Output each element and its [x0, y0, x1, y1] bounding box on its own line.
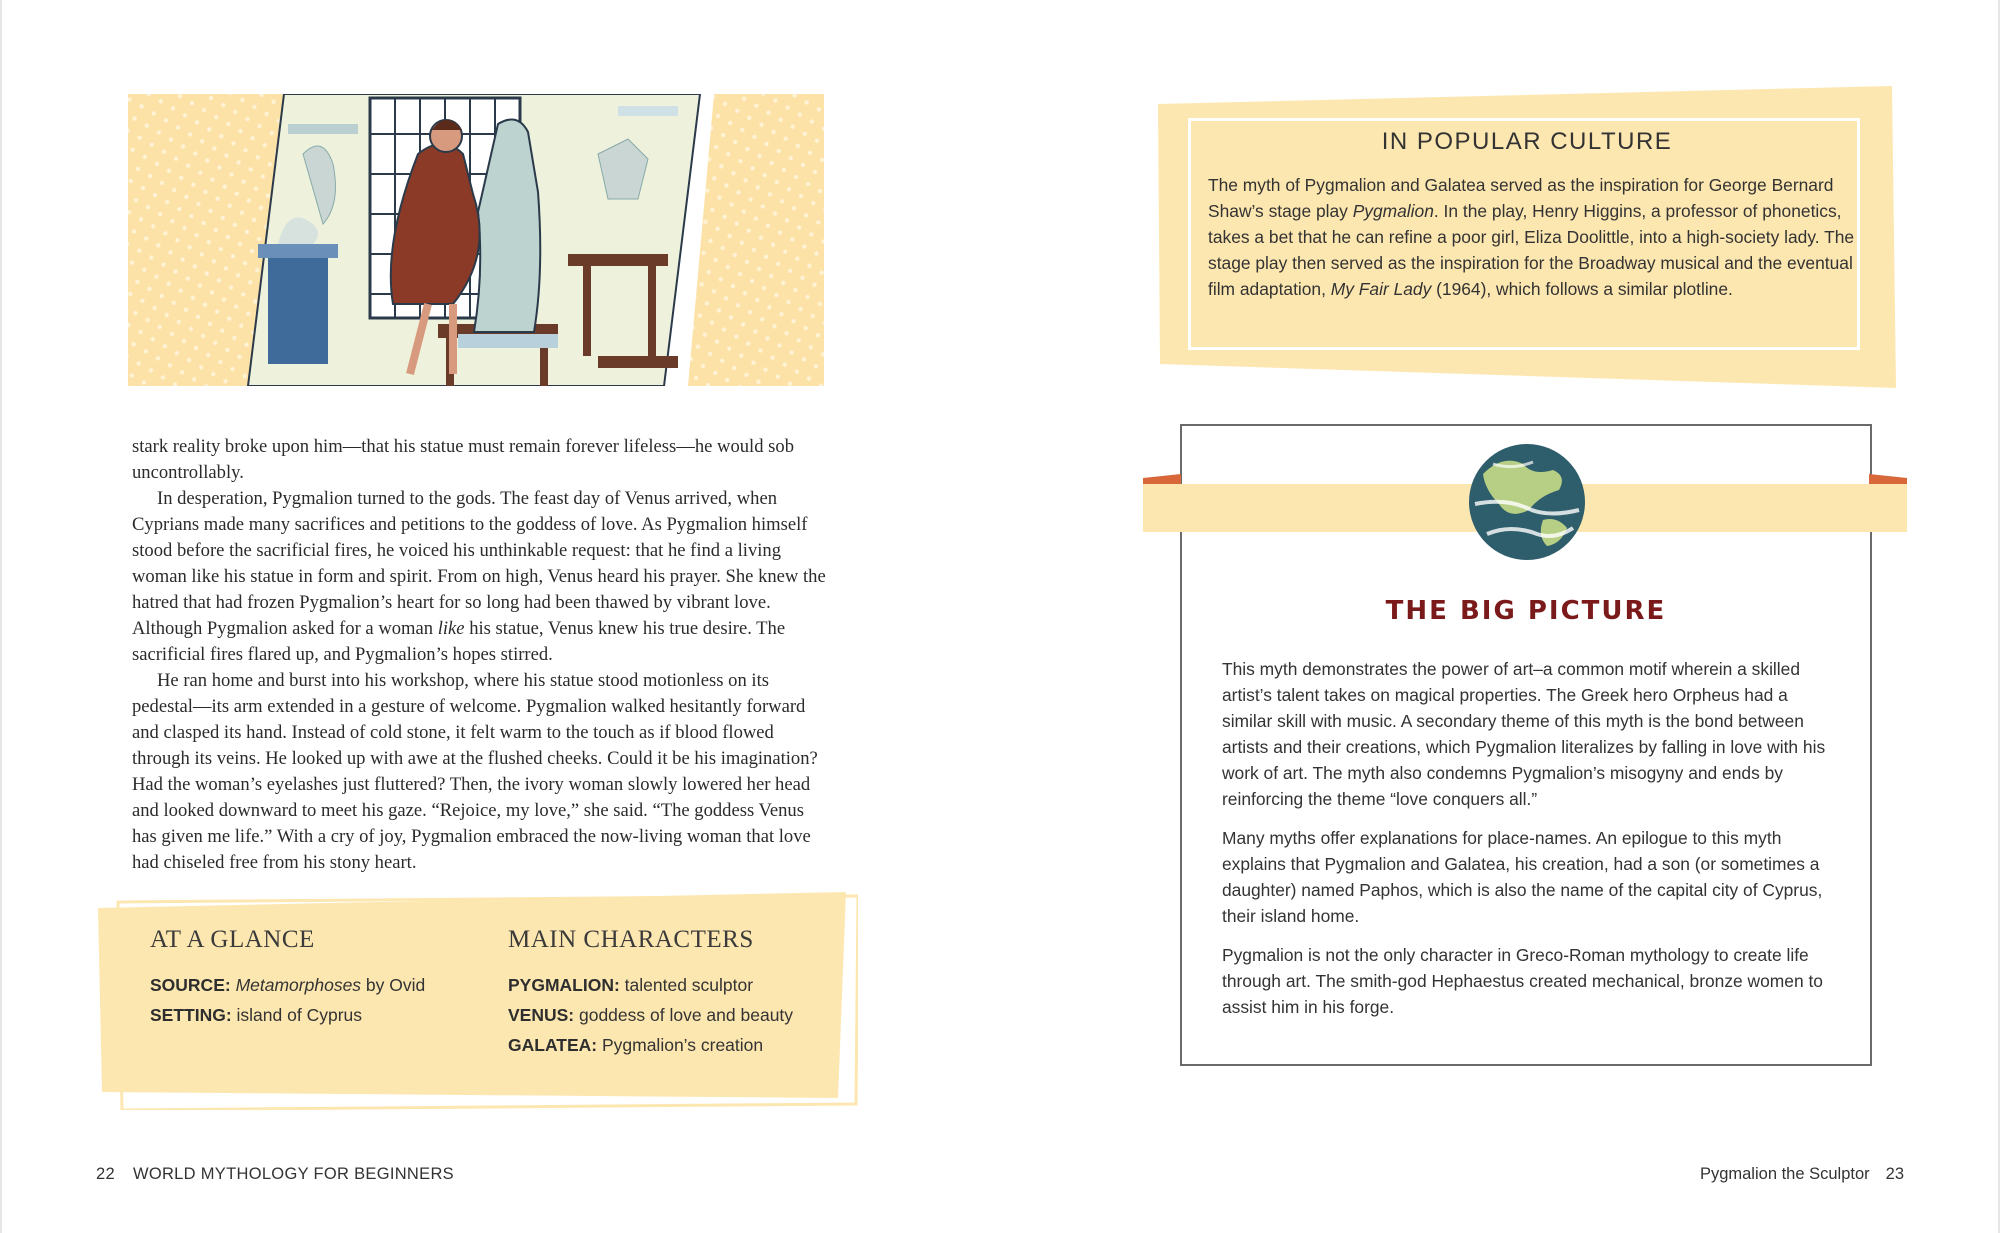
main-characters-column [508, 926, 793, 1060]
big-picture-title: THE BIG PICTURE [1385, 596, 1667, 626]
at-a-glance-column [150, 926, 425, 1030]
big-picture-paragraph: This myth demonstrates the power of art–a common motif wherein a skilled artist’s talent takes on magical properties. The Greek hero Orpheus had a similar skill with music. A secondary theme of this myth is the bond between artists and their creations, which Pygmalion literalizes by falling in love with his work of art. The myth also condemns Pygmalion’s misogyny and ends by reinforcing the theme “love conquers all.” [1222, 659, 1826, 809]
big-picture-paragraph: Pygmalion is not the only character in Greco-Roman mythology to create life through art. The smith-god Hephaestus created mechanical, bronze women to assist him in his forge. [1222, 945, 1823, 1017]
setting-line: SETTING: island of Cyprus [150, 1005, 363, 1025]
popular-culture-text: The myth of Pygmalion and Galatea served as the inspiration for George Bernard Shaw’s stage play Pygmalion. In the play, Henry Higgins, a professor of phonetics, takes a bet that he can refine a poor girl, Eliza Doolittle, into a high-society lady. The stage play then served as the inspiration for the Broadway musical and the eventual film adaptation, My Fair Lady (1964), which follows a similar plotline. [1208, 175, 1855, 299]
story-paragraph: In desperation, Pygmalion turned to the gods. The feast day of Venus arrived, when Cyprians made many sacrifices and petitions to the goddess of love. As Pygmalion himself stood before the sacrificial fires, he voiced his unthinkable request: that he find a living woman like his statue in form and spirit. From on high, Venus heard his prayer. She knew the hatred that had frozen Pygmalion’s heart for so long had been thawed by vibrant love. Although Pygmalion asked for a woman like his statue, Venus knew his true desire. The sacrificial fires flared up, and Pygmalion’s hopes stirred. [132, 488, 826, 665]
chapter-title: Pygmalion the Sculptor [1699, 1165, 1870, 1183]
pygmalion-illustration [128, 94, 824, 386]
at-a-glance-panel [98, 892, 858, 1110]
page-number: 22 [96, 1165, 115, 1183]
book-title: WORLD MYTHOLOGY FOR BEGINNERS [132, 1165, 454, 1183]
story-paragraph: He ran home and burst into his workshop, where his statue stood motionless on its pedestal—its arm extended in a gesture of welcome. Pygmalion walked hesitantly forward and clasped its hand. Instead of cold stone, it felt warm to the touch as if blood flowed through its veins. He looked up with awe at the flushed cheeks. Could it be his imagination? Had the woman’s eyelashes just fluttered? Then, the ivory woman slowly lowered her head and looked downward to meet his gaze. “Rejoice, my love,” she said. “The goddess Venus has given me life.” With a cry of joy, Pygmalion embraced the now-living woman that love had chiseled free from his stony heart. [132, 670, 818, 873]
main-characters-title: MAIN CHARACTERS [508, 926, 754, 953]
big-picture-paragraph: Many myths offer explanations for place-names. An epilogue to this myth explains that Pygmalion and Galatea, his creation, had a son (or sometimes a daughter) named Paphos, which is also the name of the capital city of Cyprus, their island home. [1222, 828, 1823, 926]
right-page-footer [1700, 1165, 1904, 1184]
page-number: 23 [1885, 1165, 1904, 1183]
globe-icon [1453, 434, 1601, 566]
character-line: GALATEA: Pygmalion’s creation [508, 1035, 764, 1055]
story-paragraph: stark reality broke upon him—that his statue must remain forever lifeless—he would sob uncontrollably. [132, 436, 794, 483]
character-line: VENUS: goddess of love and beauty [508, 1005, 794, 1025]
character-line: PYGMALION: talented sculptor [508, 975, 754, 995]
popular-culture-title: IN POPULAR CULTURE [1381, 128, 1673, 155]
left-page-footer [96, 1165, 454, 1184]
source-line: SOURCE: Metamorphoses by Ovid [150, 975, 426, 995]
big-picture-text [1222, 656, 1842, 1033]
story-body-text [132, 434, 832, 876]
at-a-glance-title: AT A GLANCE [150, 926, 315, 953]
